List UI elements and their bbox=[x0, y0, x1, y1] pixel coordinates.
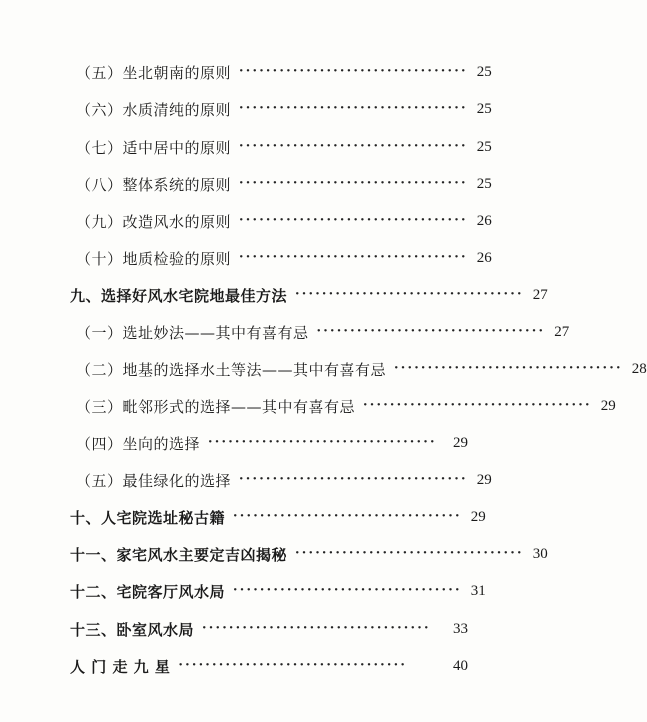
toc-entry-page: 27 bbox=[532, 286, 548, 303]
toc-entry-title: （八）整体系统的原则 bbox=[76, 175, 232, 194]
toc-dot-leader: ·································· bbox=[239, 213, 468, 228]
toc-entry-page: 30 bbox=[532, 545, 548, 562]
toc-chapter-entry bbox=[70, 541, 548, 567]
toc-entry-title: （二）地基的选择水土等法——其中有喜有忌 bbox=[76, 360, 387, 379]
toc-entry-title: （三）毗邻形式的选择——其中有喜有忌 bbox=[76, 397, 356, 416]
toc-entry bbox=[76, 393, 616, 419]
toc-entry-page: 28 bbox=[631, 360, 647, 377]
toc-dot-leader: ·································· bbox=[202, 621, 431, 636]
toc-chapter-entry bbox=[70, 504, 486, 530]
toc-dot-leader: ·································· bbox=[239, 64, 468, 79]
toc-chapter-entry bbox=[70, 578, 486, 604]
toc-entry-title: （五）坐北朝南的原则 bbox=[76, 63, 232, 82]
toc-entry-page: 33 bbox=[453, 620, 468, 637]
toc-entry bbox=[76, 96, 492, 122]
toc-entry bbox=[76, 245, 492, 271]
toc-entry bbox=[76, 319, 570, 345]
toc-entry-page: 29 bbox=[453, 434, 468, 451]
toc-entry bbox=[76, 430, 468, 456]
toc-entry bbox=[76, 356, 647, 382]
toc-entry-page: 26 bbox=[476, 249, 492, 266]
toc-dot-leader: ·································· bbox=[239, 472, 468, 487]
toc-entry-page: 29 bbox=[476, 471, 492, 488]
toc-entry-title: （十）地质检验的原则 bbox=[76, 249, 232, 268]
toc-dot-leader: ·································· bbox=[233, 583, 462, 598]
toc-entry bbox=[76, 467, 492, 493]
toc-entry-title: 人 门 走 九 星 bbox=[70, 657, 171, 676]
toc-entry-title: 十三、卧室风水局 bbox=[70, 620, 195, 639]
toc-entry-page: 40 bbox=[453, 657, 468, 674]
toc-entry-title: （五）最佳绿化的选择 bbox=[76, 471, 232, 490]
toc-dot-leader: ·································· bbox=[239, 250, 468, 265]
toc-entry bbox=[76, 134, 492, 160]
toc-entry-page: 25 bbox=[476, 100, 492, 117]
toc-chapter-entry bbox=[70, 282, 548, 308]
toc-entry-page: 29 bbox=[600, 397, 616, 414]
toc-dot-leader: ·································· bbox=[394, 361, 623, 376]
toc-entry-page: 29 bbox=[470, 508, 486, 525]
toc-entry bbox=[76, 208, 492, 234]
toc-entry-page: 25 bbox=[476, 63, 492, 80]
toc-dot-leader: ·································· bbox=[316, 324, 546, 339]
toc-entry-page: 26 bbox=[476, 212, 492, 229]
toc-entry-title: （九）改造风水的原则 bbox=[76, 212, 232, 231]
toc-entry-page: 25 bbox=[476, 175, 492, 192]
toc-entry-title: 九、选择好风水宅院地最佳方法 bbox=[70, 286, 288, 305]
toc-dot-leader: ·································· bbox=[208, 435, 437, 450]
toc-dot-leader: ·································· bbox=[239, 101, 468, 116]
toc-entry-title: 十、人宅院选址秘古籍 bbox=[70, 508, 226, 527]
toc-entry-page: 31 bbox=[470, 582, 486, 599]
toc-dot-leader: ·································· bbox=[233, 509, 462, 524]
toc-entry-title: （一）选址妙法——其中有喜有忌 bbox=[76, 323, 309, 342]
toc-entry bbox=[76, 171, 492, 197]
toc-entry bbox=[76, 59, 492, 85]
toc-dot-leader: ·································· bbox=[239, 139, 468, 154]
toc-entry-title: （七）适中居中的原则 bbox=[76, 138, 232, 157]
toc-dot-leader: ·································· bbox=[295, 287, 524, 302]
toc-entry-title: 十一、家宅风水主要定吉凶揭秘 bbox=[70, 545, 288, 564]
toc-entry-title: （四）坐向的选择 bbox=[76, 434, 201, 453]
toc-dot-leader: ·································· bbox=[363, 398, 592, 413]
toc-entry-title: 十二、宅院客厅风水局 bbox=[70, 582, 226, 601]
toc-dot-leader: ·································· bbox=[239, 176, 468, 191]
toc-chapter-entry bbox=[70, 653, 468, 679]
toc-entry-page: 25 bbox=[476, 138, 492, 155]
toc-entry-title: （六）水质清纯的原则 bbox=[76, 100, 232, 119]
toc-chapter-entry bbox=[70, 616, 468, 642]
toc-dot-leader: ·································· bbox=[178, 658, 408, 673]
toc-entry-page: 27 bbox=[554, 323, 570, 340]
toc-dot-leader: ·································· bbox=[295, 546, 524, 561]
